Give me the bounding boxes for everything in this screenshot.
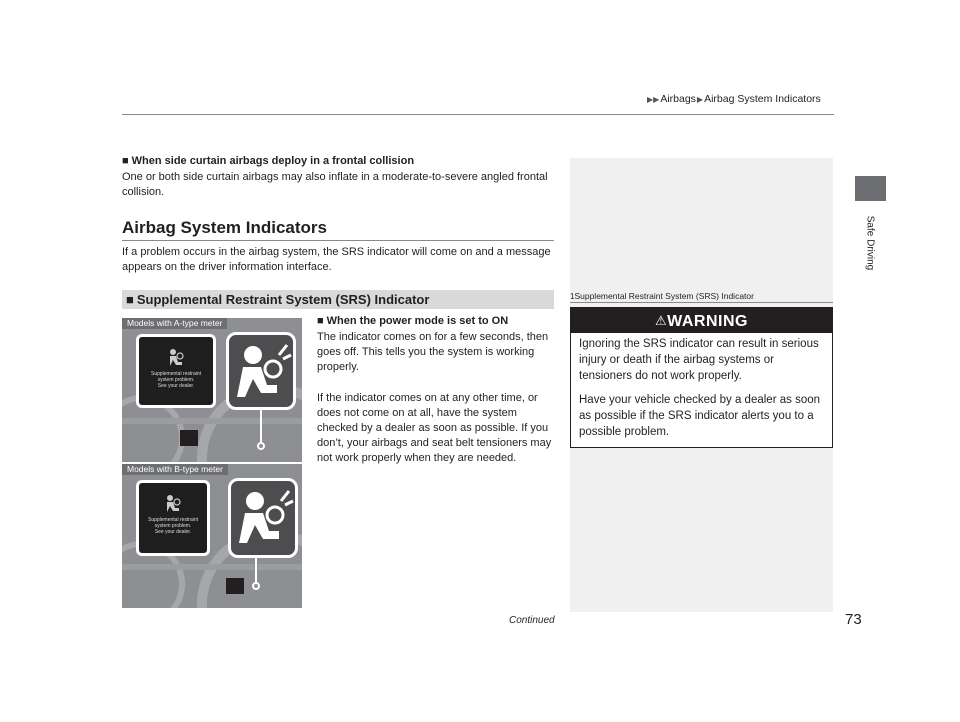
srs-airbag-icon: [229, 335, 293, 407]
breadcrumb-arrow-icon: ▶▶: [647, 95, 660, 104]
screen-text-line-2: system problem.: [157, 377, 195, 383]
indicator-location-block: [226, 578, 244, 594]
indicator-location-block: [180, 430, 198, 446]
continued-label: Continued: [509, 615, 555, 626]
srs-icon-callout: [228, 478, 298, 558]
info-display-screen: [136, 480, 210, 556]
square-bullet-icon: ■: [122, 155, 129, 167]
screen-text-line-1: Supplemental restraint: [150, 371, 202, 377]
note-title-text: Supplemental Restraint System (SRS) Indicator: [574, 291, 754, 301]
srs-airbag-icon: [231, 481, 295, 555]
subsection-heading-side-curtain: ■ When side curtain airbags deploy in a frontal collision: [122, 155, 415, 167]
callout-pointer-dot: [257, 442, 265, 450]
warning-banner: ⚠WARNING: [571, 308, 832, 333]
intro-paragraph: If a problem occurs in the airbag system, the SRS indicator will come on and a message appears on the driver information interface.: [122, 246, 551, 273]
callout-pointer-dot: [252, 582, 260, 590]
srs-indicator-icon: [165, 347, 187, 369]
b-type-meter-image: [122, 464, 302, 608]
header-divider: [122, 114, 834, 115]
page-number: 73: [845, 611, 862, 628]
breadcrumb: [646, 93, 821, 105]
warning-text-2: Have your vehicle checked by a dealer as soon as possible if the SRS indicator alerts you to a possible problem.: [579, 394, 821, 438]
screen-text-line-3: See your dealer.: [157, 383, 195, 389]
a-type-meter-image: [122, 318, 302, 462]
screen-text-line-1: Supplemental restraint: [147, 517, 199, 523]
srs-heading-bar: ■ Supplemental Restraint System (SRS) Indicator: [122, 290, 554, 309]
breadcrumb-item-indicators[interactable]: Airbag System Indicators: [704, 93, 821, 105]
callout-pointer-line: [255, 558, 257, 584]
square-bullet-icon: ■: [126, 292, 134, 307]
note-title: [570, 291, 754, 301]
page-title: Airbag System Indicators: [122, 218, 328, 237]
srs-icon-callout: [226, 332, 296, 410]
srs-paragraph-1: The indicator comes on for a few seconds, then goes off. This tells you the system is working properly.: [317, 331, 549, 373]
title-divider: [122, 240, 554, 241]
breadcrumb-arrow-icon: ▶: [696, 95, 704, 104]
warning-text-1: Ignoring the SRS indicator can result in serious injury or death if the airbag systems or tensioners do not work properly.: [579, 338, 819, 382]
callout-pointer-line: [260, 410, 262, 444]
square-bullet-icon: ■: [317, 315, 324, 327]
breadcrumb-item-airbags[interactable]: Airbags: [660, 93, 696, 105]
section-tab-label: Safe Driving: [864, 215, 876, 271]
screen-text-line-2: system problem.: [154, 523, 192, 529]
srs-paragraph-2: If the indicator comes on at any other time, or does not come on at all, have the system checked by a dealer as soon as possible. If you don’t, your airbags and seat belt tensioners may not work properly when they are needed.: [317, 392, 552, 464]
a-type-meter-label: Models with A-type meter: [122, 318, 227, 329]
warning-triangle-icon: ⚠: [655, 313, 668, 328]
side-curtain-paragraph: One or both side curtain airbags may also inflate in a moderate-to-severe angled frontal collision.: [122, 171, 548, 198]
note-divider: [570, 302, 833, 303]
b-type-meter-label: Models with B-type meter: [122, 464, 228, 475]
note-reference-number: 1: [570, 292, 575, 301]
srs-indicator-icon: [162, 493, 184, 515]
screen-text-line-3: See your dealer.: [154, 529, 192, 535]
section-tab-marker: [855, 176, 886, 201]
info-display-screen: [136, 334, 216, 408]
power-mode-heading: ■ When the power mode is set to ON: [317, 315, 509, 327]
